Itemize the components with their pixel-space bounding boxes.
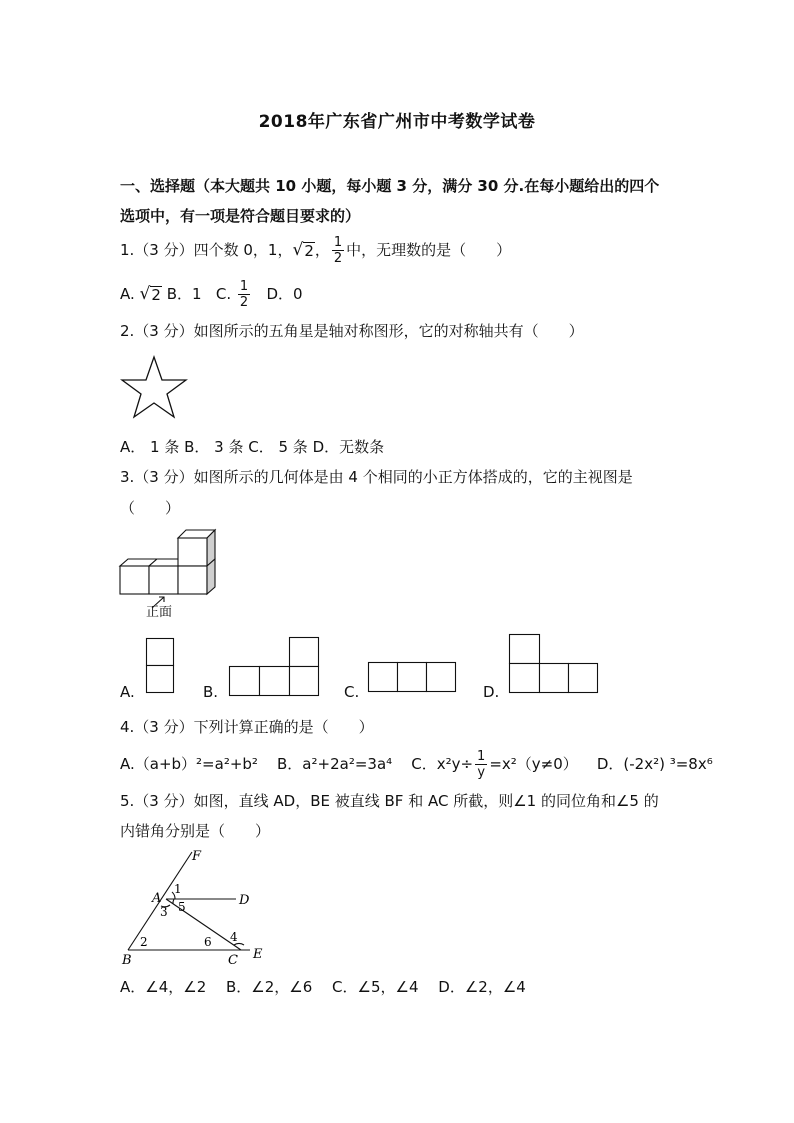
label-C: C [228, 953, 238, 968]
label-F: F [192, 849, 202, 864]
q5-options: A．∠4，∠2 B．∠2，∠6 C．∠5，∠4 D．∠2，∠4 [120, 978, 526, 996]
angle-label-2: 2 [140, 935, 148, 949]
angle-figure [118, 848, 278, 970]
q3-option-c-label: C. [344, 683, 360, 701]
q1-frac-den: 2 [333, 251, 343, 266]
question-2: 2.（3 分）如图所示的五角星是轴对称图形，它的对称轴共有（ ） [120, 322, 584, 340]
q3-option-a-figure [146, 638, 176, 694]
q4-option-d: D．(-2x²) ³=8x⁶ [596, 755, 713, 773]
q4-option-c-pre: C．x²y÷ [411, 755, 474, 773]
q3-option-d-figure [509, 634, 601, 694]
q1-sqrt [292, 242, 314, 260]
q1-option-b: B．1 [166, 285, 202, 303]
label-D: D [239, 893, 250, 908]
q1-prefix: 1.（3 分）四个数 0，1， [120, 241, 293, 259]
q4-option-b: B．a²+2a²=3a⁴ [277, 755, 393, 773]
angle-label-5: 5 [178, 900, 186, 914]
star-shape [122, 357, 186, 417]
q1-option-c-num: 1 [239, 279, 249, 294]
q1-fraction [332, 236, 344, 265]
label-E: E [253, 947, 263, 962]
q1-frac-num: 1 [333, 235, 343, 250]
sqrt-icon: √ [292, 240, 304, 260]
q4-option-a: A.（a+b）²=a²+b² [120, 755, 258, 773]
angle-label-4: 4 [230, 930, 238, 944]
page-title: 2018年广东省广州市中考数学试卷 [258, 112, 536, 132]
q3-option-d-label: D. [483, 683, 500, 701]
angle-label-3: 3 [160, 905, 168, 919]
label-B: B [122, 953, 132, 968]
question-3-line2: （ ） [120, 499, 181, 517]
angle-label-6: 6 [204, 935, 212, 949]
q1-option-a-sqrt [140, 286, 162, 304]
q4-option-c-frac [475, 750, 487, 779]
section-heading-line1: 一、选择题（本大题共 10 小题，每小题 3 分，满分 30 分.在每小题给出的四个 [120, 177, 660, 195]
q1-option-c: C. [215, 285, 232, 303]
question-3-line1: 3.（3 分）如图所示的几何体是由 4 个相同的小正方体搭成的，它的主视图是 [120, 468, 633, 486]
question-5-line2: 内错角分别是（ ） [120, 822, 271, 840]
label-A: A [152, 891, 162, 906]
q1-sqrt-arg: 2 [304, 241, 314, 260]
q4-option-c-post: =x²（y≠0） [489, 755, 578, 773]
q3-option-c-figure [368, 662, 458, 694]
q1-option-a: A. [120, 285, 135, 303]
star-figure [120, 355, 188, 419]
q1-suffix: 中，无理数的是（ ） [346, 241, 512, 259]
question-4: 4.（3 分）下列计算正确的是（ ） [120, 718, 374, 736]
q3-option-b-label: B. [203, 683, 219, 701]
sqrt-icon: √ [139, 284, 151, 304]
question-5-line1: 5.（3 分）如图，直线 AD，BE 被直线 BF 和 AC 所截，则∠1 的同位角和∠5 的 [120, 792, 659, 810]
q1-option-a-arg: 2 [151, 285, 161, 304]
q2-options: A． 1 条 B． 3 条 C． 5 条 D．无数条 [120, 438, 385, 456]
angle-label-1: 1 [174, 882, 182, 896]
q3-option-a-label: A. [120, 683, 135, 701]
front-view-label: 正面 [146, 605, 173, 620]
q1-option-d: D．0 [266, 285, 303, 303]
q4-option-c-den: y [477, 765, 486, 780]
q1-option-c-frac [238, 280, 250, 309]
q1-option-c-den: 2 [239, 295, 249, 310]
q4-option-c-num: 1 [477, 749, 486, 764]
question-1: 1.（3 分）四个数 0，1， √ 2 ， $\frac{1}{2}$ 中，无理数的是（ ） [120, 235, 512, 266]
q1-options [120, 280, 303, 309]
q4-options [120, 750, 713, 779]
q3-option-b-figure [229, 637, 321, 697]
section-heading-line2: 选项中，有一项是符合题目要求的） [120, 207, 361, 225]
